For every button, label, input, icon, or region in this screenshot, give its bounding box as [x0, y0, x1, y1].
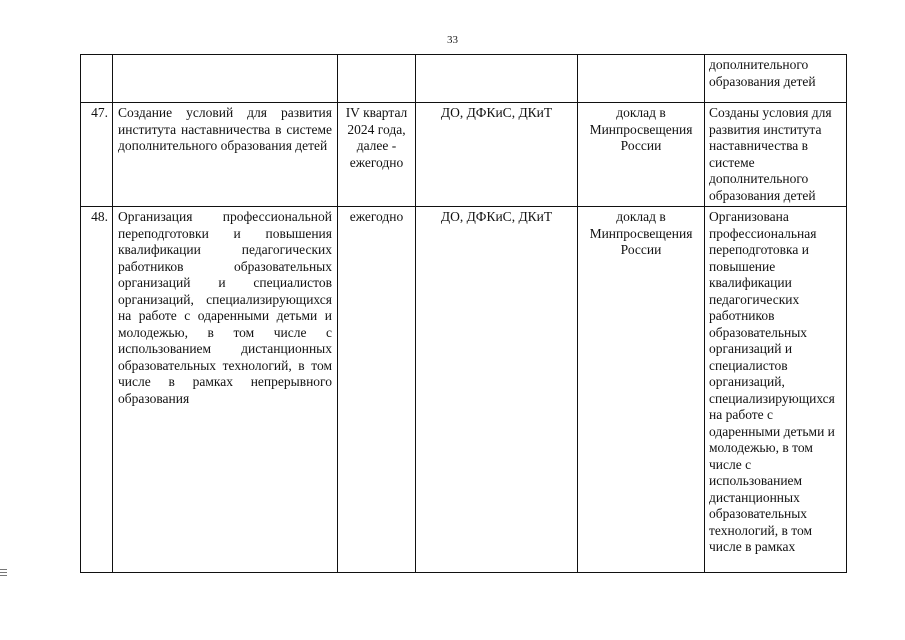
- expected-result: дополнительного образования детей: [705, 55, 847, 103]
- measure-term: [338, 55, 416, 103]
- row-number: 48.: [81, 207, 113, 573]
- table-row: [81, 103, 847, 207]
- measure-name: Организация профессиональной переподготовки и повышения квалификации педагогических работников образовательных организаций и специалистов организаций, специализирующихся на работе с одаренными детьми и молодежью, в том числе с использованием дистанционных образовательных технологий, в том числе в рамках непрерывного образования: [113, 207, 338, 573]
- measure-executors: ДО, ДФКиС, ДКиТ: [416, 103, 578, 207]
- measure-term: ежегодно: [338, 207, 416, 573]
- scan-margin-marks: [0, 569, 7, 579]
- expected-result: Созданы условия для развития института наставничества в системе дополнительного образования детей: [705, 103, 847, 207]
- table-row: [81, 55, 847, 103]
- measure-term: IV квартал 2024 года, далее - ежегодно: [338, 103, 416, 207]
- report-form: доклад в Минпросвещения России: [578, 103, 705, 207]
- measure-executors: ДО, ДФКиС, ДКиТ: [416, 207, 578, 573]
- row-number: 47.: [81, 103, 113, 207]
- table-row: [81, 207, 847, 573]
- page-number: 33: [447, 34, 458, 46]
- report-form: [578, 55, 705, 103]
- measure-name: [113, 55, 338, 103]
- measure-executors: [416, 55, 578, 103]
- measure-name: Создание условий для развития института наставничества в системе дополнительного образования детей: [113, 103, 338, 207]
- row-number: [81, 55, 113, 103]
- expected-result: Организована профессиональная переподготовка и повышение квалификации педагогических работников образовательных организаций и специалистов организаций, специализирующихся на работе с одаренными детьми и молодежью, в том числе с использованием дистанционных образовательных технологий, в том числе в рамках: [705, 207, 847, 573]
- report-form: доклад в Минпросвещения России: [578, 207, 705, 573]
- measures-table: [80, 54, 847, 573]
